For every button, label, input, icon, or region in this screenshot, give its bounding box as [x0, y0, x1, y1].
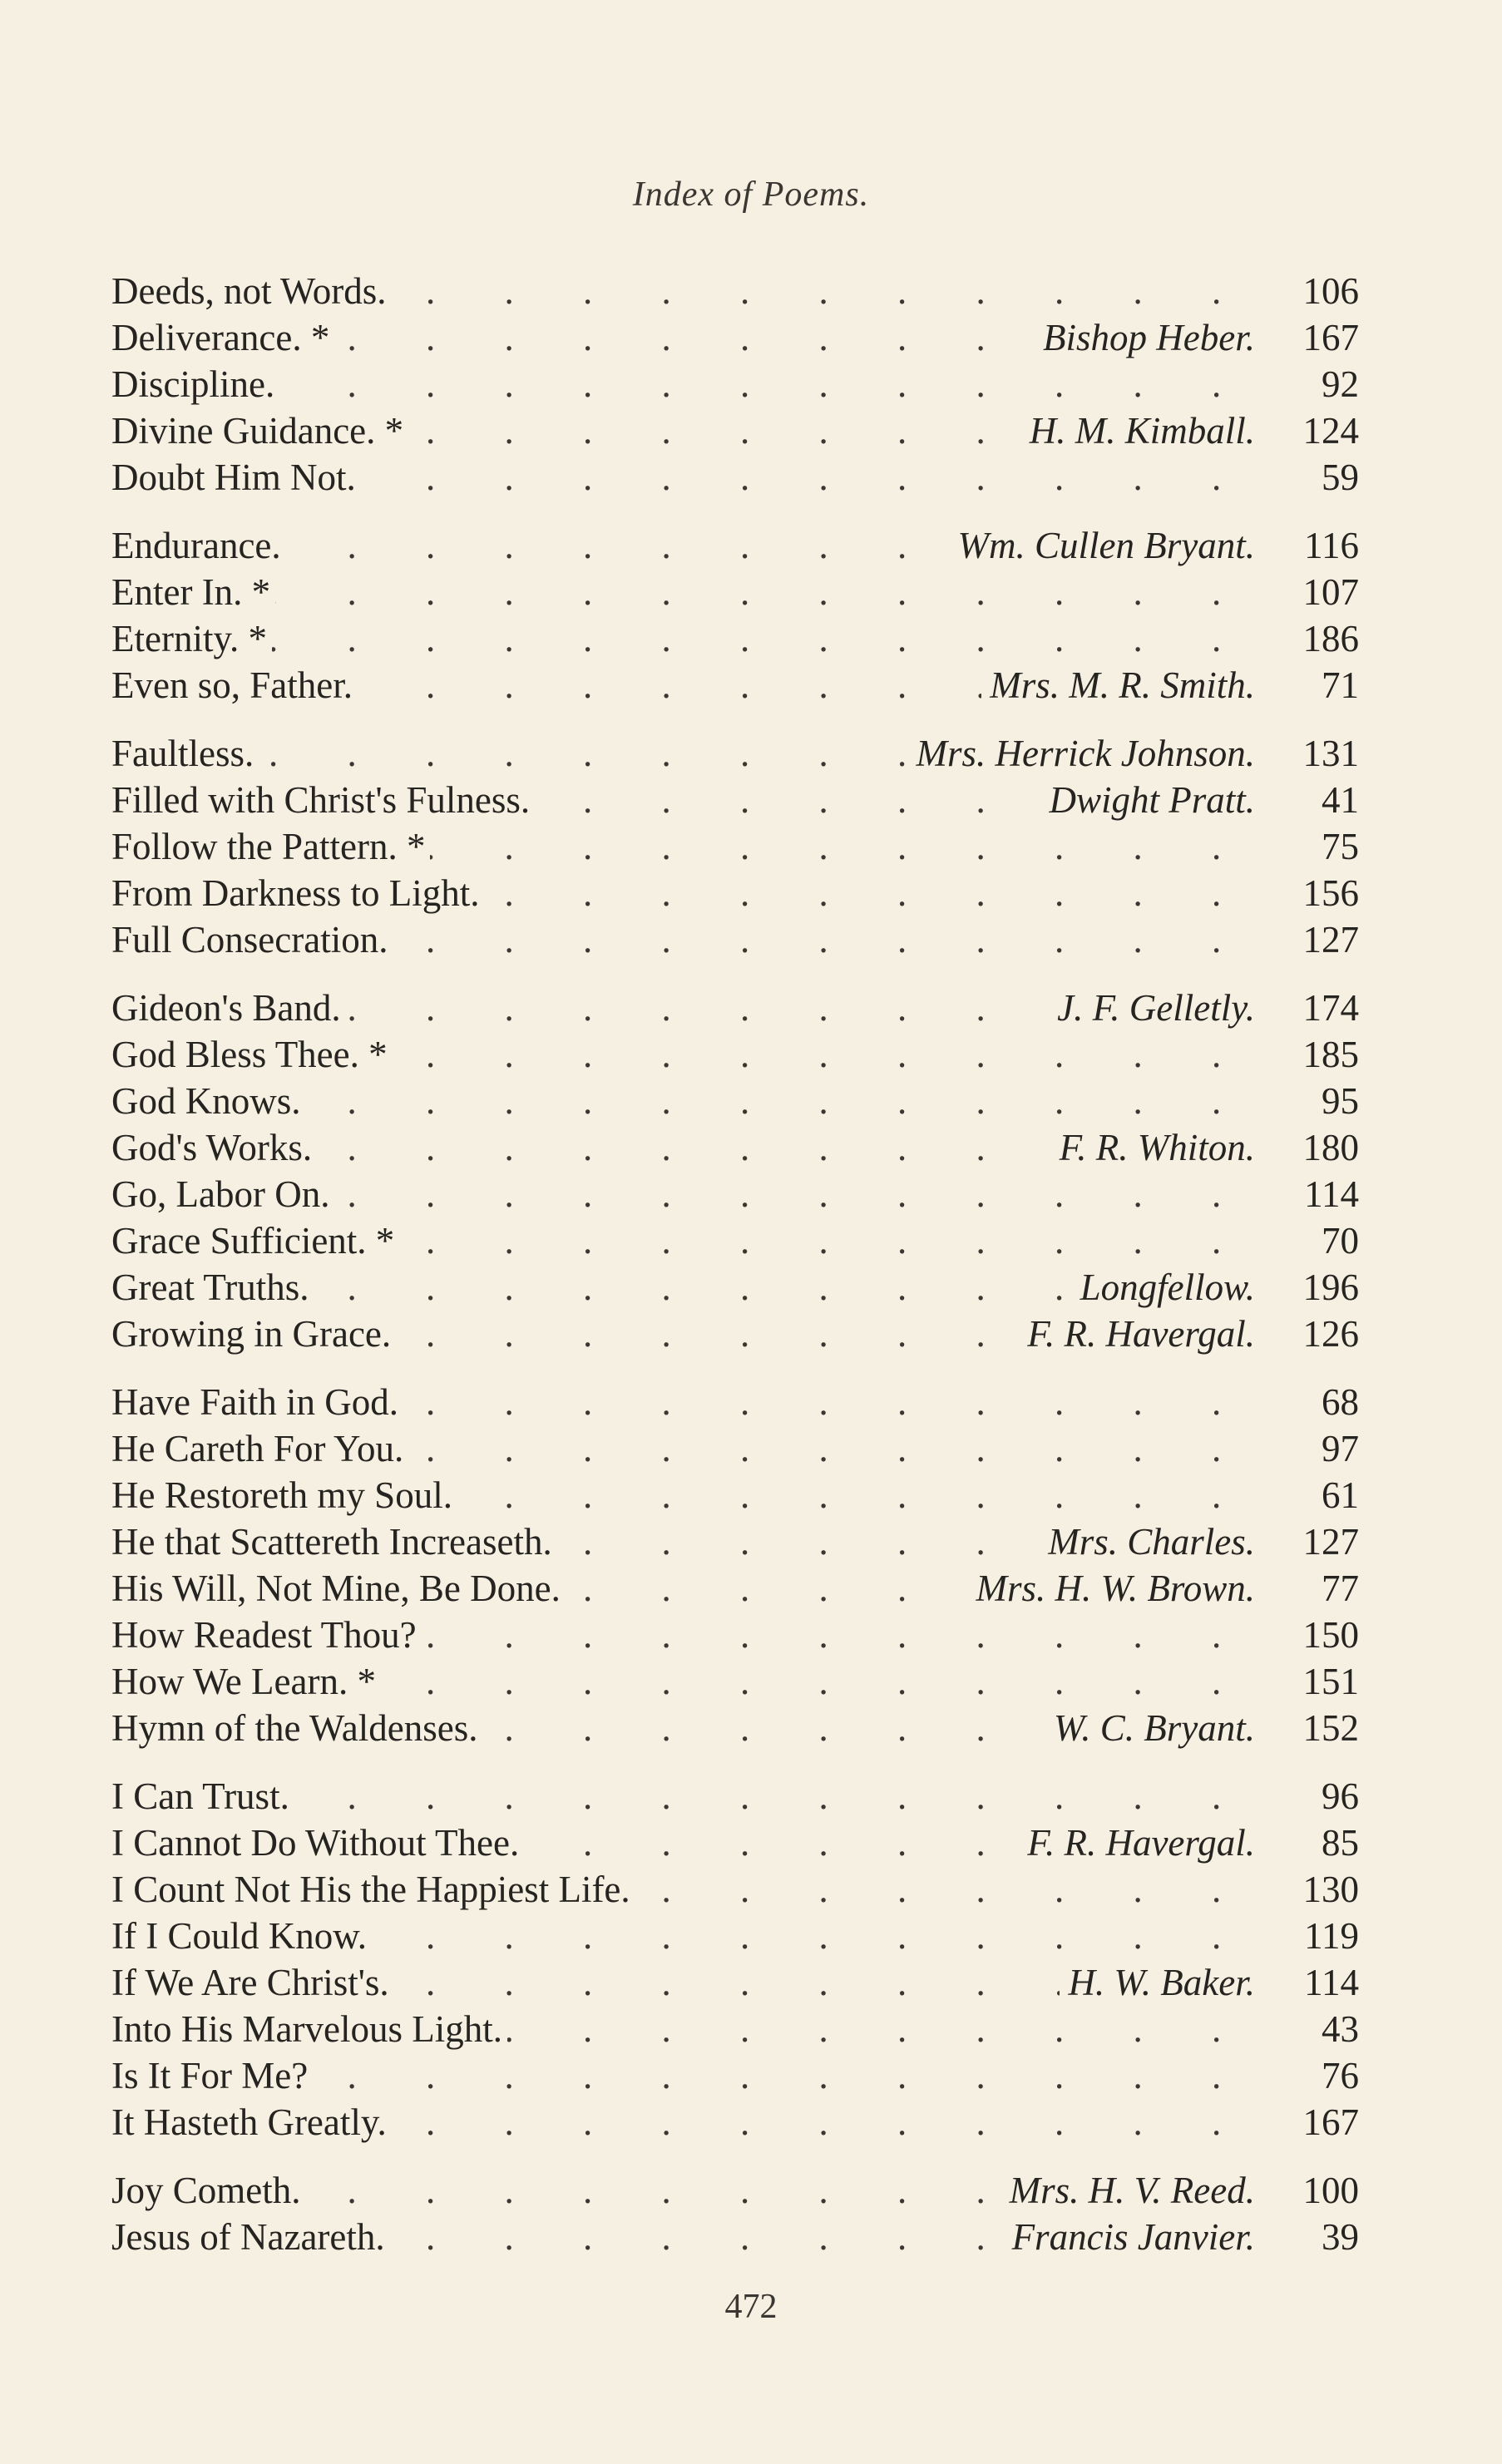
page-number: 39: [1322, 2216, 1359, 2258]
page-number: 114: [1304, 1173, 1359, 1215]
index-entry: [111, 985, 1359, 1031]
dot-leader: [111, 361, 1259, 407]
poem-title: It Hasteth Greatly.: [111, 2099, 392, 2146]
poem-author: F. R. Havergal.: [1019, 1311, 1255, 1357]
dot-leader: [111, 615, 1259, 662]
index-entry: [111, 615, 1359, 662]
index-entry: [111, 662, 1359, 709]
poem-title: If We Are Christ's.: [111, 1959, 394, 2006]
index-entry: [111, 2052, 1359, 2099]
poem-title: God Bless Thee. *: [111, 1031, 393, 1078]
poem-title: Endurance.: [111, 522, 286, 569]
poem-title: He that Scattereth Increaseth.: [111, 1518, 557, 1565]
index-entry: [111, 454, 1359, 501]
poem-title: Discipline.: [111, 361, 279, 407]
index-entry: [111, 569, 1359, 615]
poem-title: Joy Cometh.: [111, 2167, 306, 2214]
index-entry: [111, 1565, 1359, 1612]
page-number: 185: [1302, 1034, 1359, 1075]
index-entry: [111, 2214, 1359, 2260]
poem-title: If I Could Know.: [111, 1913, 372, 1959]
poem-title: I Can Trust.: [111, 1773, 294, 1820]
index-entry: [111, 268, 1359, 314]
index-entry: [111, 870, 1359, 916]
page-number: 97: [1322, 1428, 1359, 1469]
poem-title: Filled with Christ's Fulness.: [111, 777, 535, 823]
page-number: 41: [1322, 779, 1359, 821]
page-number: 106: [1302, 270, 1359, 312]
index-entry: [111, 2006, 1359, 2052]
page-number: 114: [1304, 1962, 1359, 2003]
index-letter-group: [111, 1773, 1359, 2146]
page-number: 85: [1322, 1822, 1359, 1864]
poem-author: Francis Janvier.: [1004, 2214, 1255, 2260]
poem-author: Mrs. Herrick Johnson.: [908, 730, 1255, 777]
index-letter-group: [111, 730, 1359, 963]
page-number: 127: [1302, 919, 1359, 960]
page-number: 174: [1302, 987, 1359, 1029]
index-entry: [111, 1472, 1359, 1518]
poem-author: F. R. Whiton.: [1051, 1124, 1255, 1171]
page-number: 92: [1322, 363, 1359, 405]
index-entry: [111, 522, 1359, 569]
poem-index: [111, 268, 1359, 2282]
page-number: 100: [1302, 2170, 1359, 2211]
poem-title: He Restoreth my Soul.: [111, 1472, 457, 1518]
poem-title: How Readest Thou?: [111, 1612, 422, 1658]
running-head: Index of Poems.: [632, 175, 870, 214]
dot-leader: [111, 569, 1259, 615]
page-number: 131: [1302, 733, 1359, 774]
poem-title: Full Consecration.: [111, 916, 393, 963]
page-number: 126: [1302, 1313, 1359, 1355]
poem-title: Deeds, not Words.: [111, 268, 392, 314]
page-number: 180: [1302, 1127, 1359, 1168]
index-entry: [111, 1913, 1359, 1959]
poem-author: Longfellow.: [1072, 1264, 1255, 1311]
index-entry: [111, 1031, 1359, 1078]
index-entry: [111, 730, 1359, 777]
index-letter-group: [111, 2167, 1359, 2260]
poem-author: Mrs. Charles.: [1040, 1518, 1255, 1565]
poem-title: How We Learn. *: [111, 1658, 381, 1705]
poem-title: From Darkness to Light.: [111, 870, 484, 916]
page-number: 130: [1302, 1869, 1359, 1910]
index-entry: [111, 2167, 1359, 2214]
index-entry: [111, 1171, 1359, 1217]
poem-author: Wm. Cullen Bryant.: [950, 522, 1255, 569]
poem-title: His Will, Not Mine, Be Done.: [111, 1565, 566, 1612]
page-number: 196: [1302, 1267, 1359, 1308]
poem-title: Doubt Him Not.: [111, 454, 361, 501]
index-letter-group: [111, 1379, 1359, 1751]
page-number: 124: [1302, 410, 1359, 452]
poem-title: I Count Not His the Happiest Life.: [111, 1866, 635, 1913]
poem-title: Faultless.: [111, 730, 259, 777]
poem-title: Eternity. *: [111, 615, 272, 662]
index-letter-group: [111, 268, 1359, 501]
poem-title: He Careth For You.: [111, 1425, 408, 1472]
poem-title: Deliverance. *: [111, 314, 334, 361]
poem-title: Grace Sufficient. *: [111, 1217, 399, 1264]
index-entry: [111, 407, 1359, 454]
page-number: 71: [1322, 664, 1359, 706]
page-number: 186: [1302, 618, 1359, 659]
page-number: 156: [1302, 872, 1359, 914]
poem-title: Great Truths.: [111, 1264, 314, 1311]
index-entry: [111, 361, 1359, 407]
poem-author: Mrs. H. W. Brown.: [968, 1565, 1255, 1612]
index-entry: [111, 1705, 1359, 1751]
index-entry: [111, 916, 1359, 963]
page-number: 107: [1302, 571, 1359, 613]
index-entry: [111, 1425, 1359, 1472]
index-letter-group: [111, 522, 1359, 709]
page-number: 127: [1302, 1521, 1359, 1563]
index-entry: [111, 1773, 1359, 1820]
poem-title: Even so, Father.: [111, 662, 358, 709]
page-number: 77: [1322, 1568, 1359, 1609]
page-number: 116: [1304, 525, 1359, 566]
index-entry: [111, 1518, 1359, 1565]
page-number: 150: [1302, 1614, 1359, 1656]
poem-author: H. W. Baker.: [1060, 1959, 1255, 2006]
index-entry: [111, 1124, 1359, 1171]
index-entry: [111, 1311, 1359, 1357]
poem-title: Have Faith in God.: [111, 1379, 403, 1425]
page-number: 167: [1302, 2101, 1359, 2143]
index-entry: [111, 2099, 1359, 2146]
poem-author: H. M. Kimball.: [1021, 407, 1255, 454]
poem-title: Follow the Pattern. *: [111, 823, 430, 870]
index-entry: [111, 1264, 1359, 1311]
index-entry: [111, 777, 1359, 823]
poem-title: Gideon's Band.: [111, 985, 346, 1031]
poem-author: Bishop Heber.: [1035, 314, 1255, 361]
poem-title: God Knows.: [111, 1078, 306, 1124]
index-entry: [111, 1078, 1359, 1124]
page-number: 68: [1322, 1381, 1359, 1423]
page-number: 95: [1322, 1080, 1359, 1122]
index-entry: [111, 823, 1359, 870]
poem-author: F. R. Havergal.: [1019, 1820, 1255, 1866]
page-number: 152: [1302, 1707, 1359, 1749]
poem-author: J. F. Gelletly.: [1049, 985, 1255, 1031]
index-entry: [111, 314, 1359, 361]
index-entry: [111, 1959, 1359, 2006]
poem-title: Divine Guidance. *: [111, 407, 408, 454]
page-number: 96: [1322, 1775, 1359, 1817]
page-number: 75: [1322, 826, 1359, 867]
page-number: 59: [1322, 457, 1359, 498]
index-letter-group: [111, 985, 1359, 1357]
poem-title: Hymn of the Waldenses.: [111, 1705, 482, 1751]
poem-title: Growing in Grace.: [111, 1311, 396, 1357]
page-number: 119: [1304, 1915, 1359, 1957]
index-entry: [111, 1612, 1359, 1658]
index-entry: [111, 1217, 1359, 1264]
poem-title: Is It For Me?: [111, 2052, 313, 2099]
poem-title: Jesus of Nazareth.: [111, 2214, 390, 2260]
page-number: 43: [1322, 2008, 1359, 2050]
page-number: 76: [1322, 2055, 1359, 2096]
index-entry: [111, 1379, 1359, 1425]
index-entry: [111, 1866, 1359, 1913]
poem-author: Mrs. M. R. Smith.: [981, 662, 1255, 709]
page-folio: 472: [724, 2288, 778, 2326]
poem-title: Into His Marvelous Light.: [111, 2006, 507, 2052]
poem-title: Go, Labor On.: [111, 1171, 334, 1217]
index-entry: [111, 1658, 1359, 1705]
poem-title: Enter In. *: [111, 569, 275, 615]
page-number: 70: [1322, 1220, 1359, 1262]
poem-author: W. C. Bryant.: [1045, 1705, 1255, 1751]
index-entry: [111, 1820, 1359, 1866]
page-number: 61: [1322, 1474, 1359, 1516]
page-number: 151: [1302, 1661, 1359, 1702]
poem-title: I Cannot Do Without Thee.: [111, 1820, 524, 1866]
poem-author: Dwight Pratt.: [1040, 777, 1255, 823]
poem-author: Mrs. H. V. Reed.: [1001, 2167, 1255, 2214]
poem-title: God's Works.: [111, 1124, 317, 1171]
page-number: 167: [1302, 317, 1359, 358]
